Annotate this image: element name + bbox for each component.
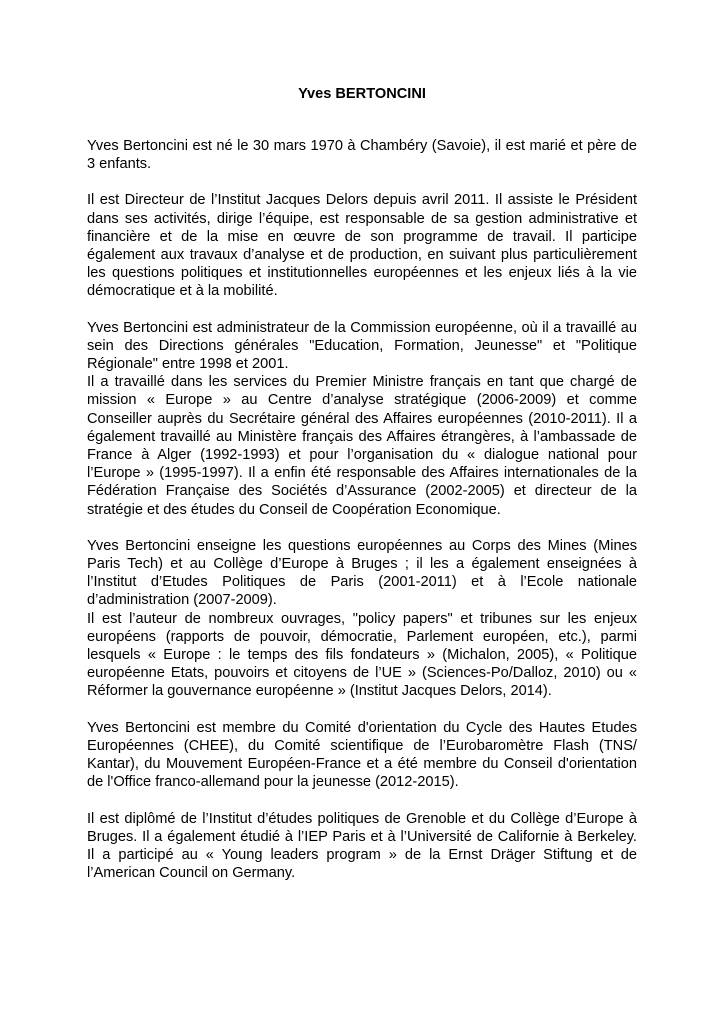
- document-title: Yves BERTONCINI: [298, 86, 426, 102]
- paragraph-birth: Yves Bertoncini est né le 30 mars 1970 à Chambéry (Savoie), il est marié et père de 3 enfants.: [87, 138, 637, 173]
- paragraph-director: Il est Directeur de l’Institut Jacques Delors depuis avril 2011. Il assiste le Président dans ses activités, dirige l’équipe, est responsable de sa gestion administrative et financière et de la mise en œuvre de son programme de travail. Il participe également aux travaux d’analyse et de production, en suivant plus particulièrement les questions politiques et institutionnelles européennes et les enjeux liés à la vie démocratique et à la mobilité.: [87, 192, 637, 300]
- paragraph-memberships: Yves Bertoncini est membre du Comité d'orientation du Cycle des Hautes Etudes Européennes (CHEE), du Comité scientifique de l’Eurobaromètre Flash (TNS/ Kantar), du Mouvement Européen-France et a été membre du Conseil d'orientation de l'Office franco-allemand pour la jeunesse (2012-2015).: [87, 719, 637, 791]
- paragraph-publications: Il est l’auteur de nombreux ouvrages, "policy papers" et tribunes sur les enjeux européens (rapports de pouvoir, démocratie, Parlement européen, etc.), parmi lesquels « Europe : le temps des fils fondateurs » (Michalon, 2005), « Politique européenne Etats, pouvoirs et citoyens de l’UE » (Sciences-Po/Dalloz, 2010) ou « Réformer la gouvernance européenne » (Institut Jacques Delors, 2014).: [87, 610, 637, 700]
- paragraph-commission: Yves Bertoncini est administrateur de la Commission européenne, où il a travaillé au sein des Directions générales "Education, Formation, Jeunesse" et "Politique Régionale" entre 1998 et 2001.: [87, 319, 637, 373]
- paragraph-education: Il est diplômé de l’Institut d’études politiques de Grenoble et du Collège d’Europe à Bruges. Il a également étudié à l’IEP Paris et à l’Université de Californie à Berkeley. Il a participé au « Young leaders program » de la Ernst Dräger Stiftung et de l’American Council on Germany.: [87, 810, 637, 882]
- paragraph-career: Il a travaillé dans les services du Premier Ministre français en tant que chargé de mission « Europe » au Centre d’analyse stratégique (2006-2009) et comme Conseiller auprès du Secrétaire général des Affaires européennes (2010-2011). Il a également travaillé au Ministère français des Affaires étrangères, à l’ambassade de France à Alger (1992-1993) et pour l’organisation du « dialogue national pour l’Europe » (1995-1997). Il a enfin été responsable des Affaires internationales de la Fédération Française des Sociétés d’Assurance (2002-2005) et directeur de la stratégie et des études du Conseil de Coopération Economique.: [87, 374, 637, 518]
- document-page: [87, 85, 637, 882]
- paragraph-teaching: Yves Bertoncini enseigne les questions européennes au Corps des Mines (Mines Paris Tech) et au Collège d’Europe à Bruges ; il les a également enseignées à l’Institut d’Etudes Politiques de Paris (2001-2011) et à l’Ecole nationale d’administration (2007-2009).: [87, 537, 637, 609]
